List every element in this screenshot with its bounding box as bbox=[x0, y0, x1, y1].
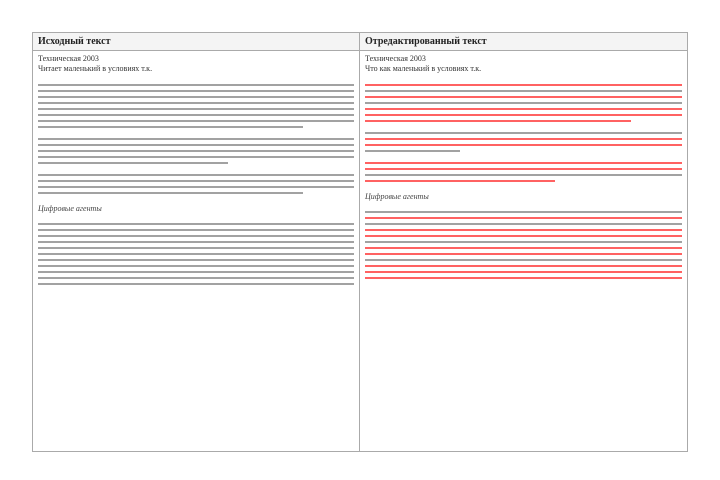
edited-meta-line-1: Техническая 2003 bbox=[365, 54, 426, 63]
text-line bbox=[38, 180, 354, 182]
text-line-edited bbox=[365, 162, 682, 164]
original-meta-line-2: Читает маленький в условиях т.к. bbox=[38, 64, 153, 73]
text-line bbox=[38, 156, 354, 158]
text-line bbox=[38, 144, 354, 146]
text-line-edited bbox=[365, 217, 682, 219]
text-line bbox=[38, 277, 354, 279]
text-line bbox=[38, 174, 354, 176]
paragraph-3 bbox=[365, 162, 682, 182]
paragraph-3 bbox=[38, 174, 354, 194]
text-line bbox=[38, 108, 354, 110]
paragraph-2 bbox=[38, 138, 354, 164]
text-line-edited bbox=[365, 265, 682, 267]
paragraph-4 bbox=[365, 211, 682, 279]
paragraph-1 bbox=[365, 84, 682, 122]
text-line bbox=[38, 241, 354, 243]
text-line bbox=[365, 150, 460, 152]
text-line bbox=[38, 96, 354, 98]
original-text-body bbox=[33, 51, 359, 285]
text-line bbox=[38, 253, 354, 255]
text-line bbox=[38, 229, 354, 231]
text-line bbox=[365, 132, 682, 134]
edited-text-body bbox=[360, 51, 687, 279]
text-line-edited bbox=[365, 253, 682, 255]
text-line bbox=[365, 223, 682, 225]
text-line-edited bbox=[365, 168, 682, 170]
text-line bbox=[38, 150, 354, 152]
paragraph-1 bbox=[38, 84, 354, 128]
text-line bbox=[38, 223, 354, 225]
text-line-edited bbox=[365, 277, 682, 279]
text-line-edited bbox=[365, 108, 682, 110]
text-line bbox=[38, 114, 354, 116]
original-text-column bbox=[33, 33, 360, 451]
text-line bbox=[365, 241, 682, 243]
original-text-header: Исходный текст bbox=[33, 33, 359, 51]
edited-text-header: Отредактированный текст bbox=[360, 33, 687, 51]
text-line bbox=[365, 90, 682, 92]
text-line-edited bbox=[365, 235, 682, 237]
text-line bbox=[38, 192, 303, 194]
text-line bbox=[38, 126, 303, 128]
text-line bbox=[38, 259, 354, 261]
text-line bbox=[365, 102, 682, 104]
text-line bbox=[365, 259, 682, 261]
text-line bbox=[38, 247, 354, 249]
text-line-edited bbox=[365, 180, 555, 182]
text-line-edited bbox=[365, 144, 682, 146]
text-line-edited bbox=[365, 96, 682, 98]
text-line bbox=[38, 84, 354, 86]
text-line bbox=[38, 235, 354, 237]
text-line-edited bbox=[365, 114, 682, 116]
edited-meta-line-2: Что как маленький в условиях т.к. bbox=[365, 64, 482, 73]
paragraph-2 bbox=[365, 132, 682, 152]
text-line bbox=[38, 186, 354, 188]
section-title: Цифровые агенты bbox=[365, 192, 429, 201]
text-line bbox=[38, 90, 354, 92]
text-line bbox=[38, 283, 354, 285]
text-line bbox=[38, 271, 354, 273]
comparison-table bbox=[32, 32, 688, 452]
text-line-edited bbox=[365, 229, 682, 231]
text-line bbox=[365, 211, 682, 213]
text-line-edited bbox=[365, 120, 631, 122]
text-line bbox=[38, 120, 354, 122]
text-line bbox=[38, 265, 354, 267]
text-line-edited bbox=[365, 271, 682, 273]
edited-text-column bbox=[360, 33, 687, 451]
text-line bbox=[38, 102, 354, 104]
paragraph-4 bbox=[38, 223, 354, 285]
section-title: Цифровые агенты bbox=[38, 204, 102, 213]
text-line-edited bbox=[365, 84, 682, 86]
text-line-edited bbox=[365, 138, 682, 140]
text-line bbox=[38, 138, 354, 140]
text-line-edited bbox=[365, 247, 682, 249]
text-line bbox=[38, 162, 228, 164]
text-line bbox=[365, 174, 682, 176]
original-meta-line-1: Техническая 2003 bbox=[38, 54, 99, 63]
